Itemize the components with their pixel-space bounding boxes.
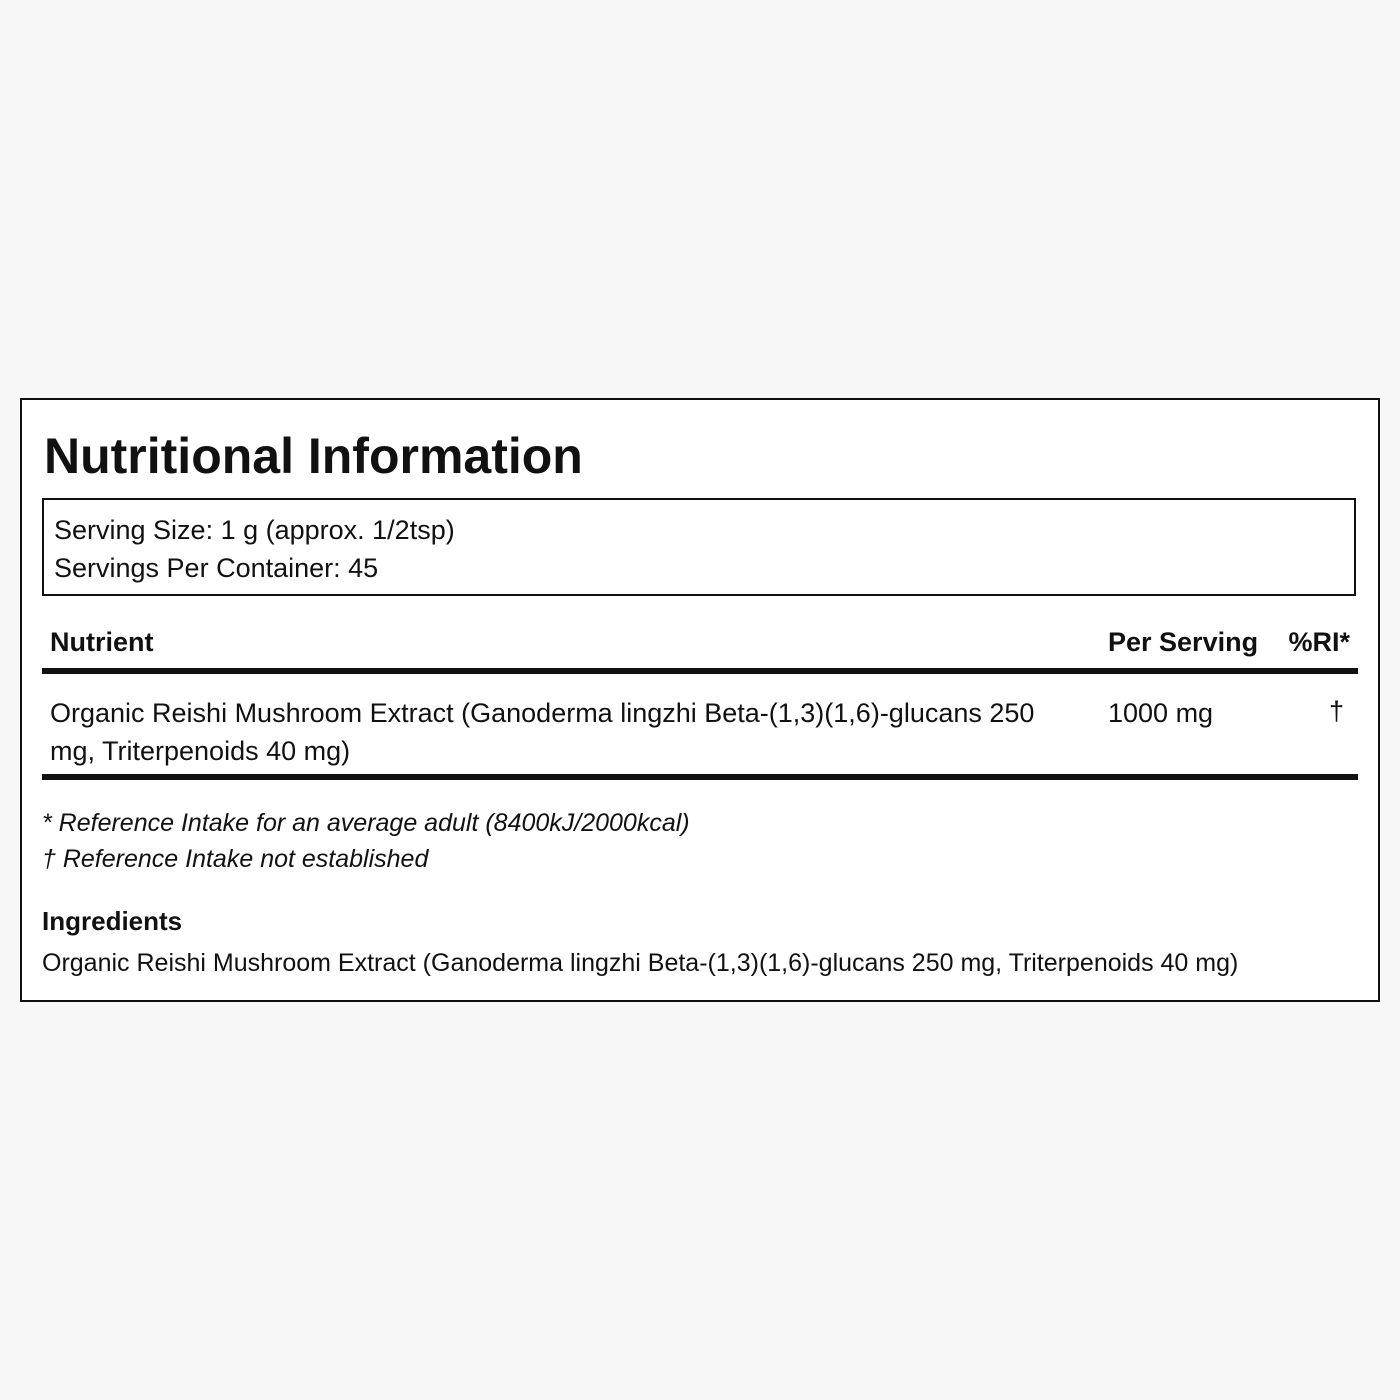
per-serving-cell: 1000 mg bbox=[1108, 698, 1214, 728]
footnote-not-established: † Reference Intake not established bbox=[42, 845, 429, 873]
nutrient-name-cell: Organic Reishi Mushroom Extract (Ganoderma lingzhi Beta-(1,3)(1,6)-glucans 250 mg, Triterpenoids 40 mg) bbox=[50, 698, 1035, 766]
serving-size: Serving Size: 1 g (approx. 1/2tsp) bbox=[54, 515, 455, 545]
panel-title: Nutritional Information bbox=[44, 428, 583, 484]
footnote-reference-intake: * Reference Intake for an average adult (8400kJ/2000kcal) bbox=[42, 809, 690, 837]
table-row bbox=[42, 674, 1358, 780]
column-header-ri: %RI* bbox=[1288, 627, 1350, 657]
ri-cell: † bbox=[1328, 696, 1344, 726]
ingredients-text: Organic Reishi Mushroom Extract (Ganoderma lingzhi Beta-(1,3)(1,6)-glucans 250 mg, Triterpenoids 40 mg) bbox=[42, 949, 1239, 977]
nutrient-table-header bbox=[42, 620, 1358, 674]
serving-info-box bbox=[42, 498, 1356, 596]
servings-per-container: Servings Per Container: 45 bbox=[54, 553, 379, 583]
nutrition-panel bbox=[20, 398, 1380, 1002]
ingredients-heading: Ingredients bbox=[42, 906, 183, 936]
column-header-nutrient: Nutrient bbox=[50, 627, 154, 657]
column-header-per-serving: Per Serving bbox=[1108, 627, 1259, 657]
